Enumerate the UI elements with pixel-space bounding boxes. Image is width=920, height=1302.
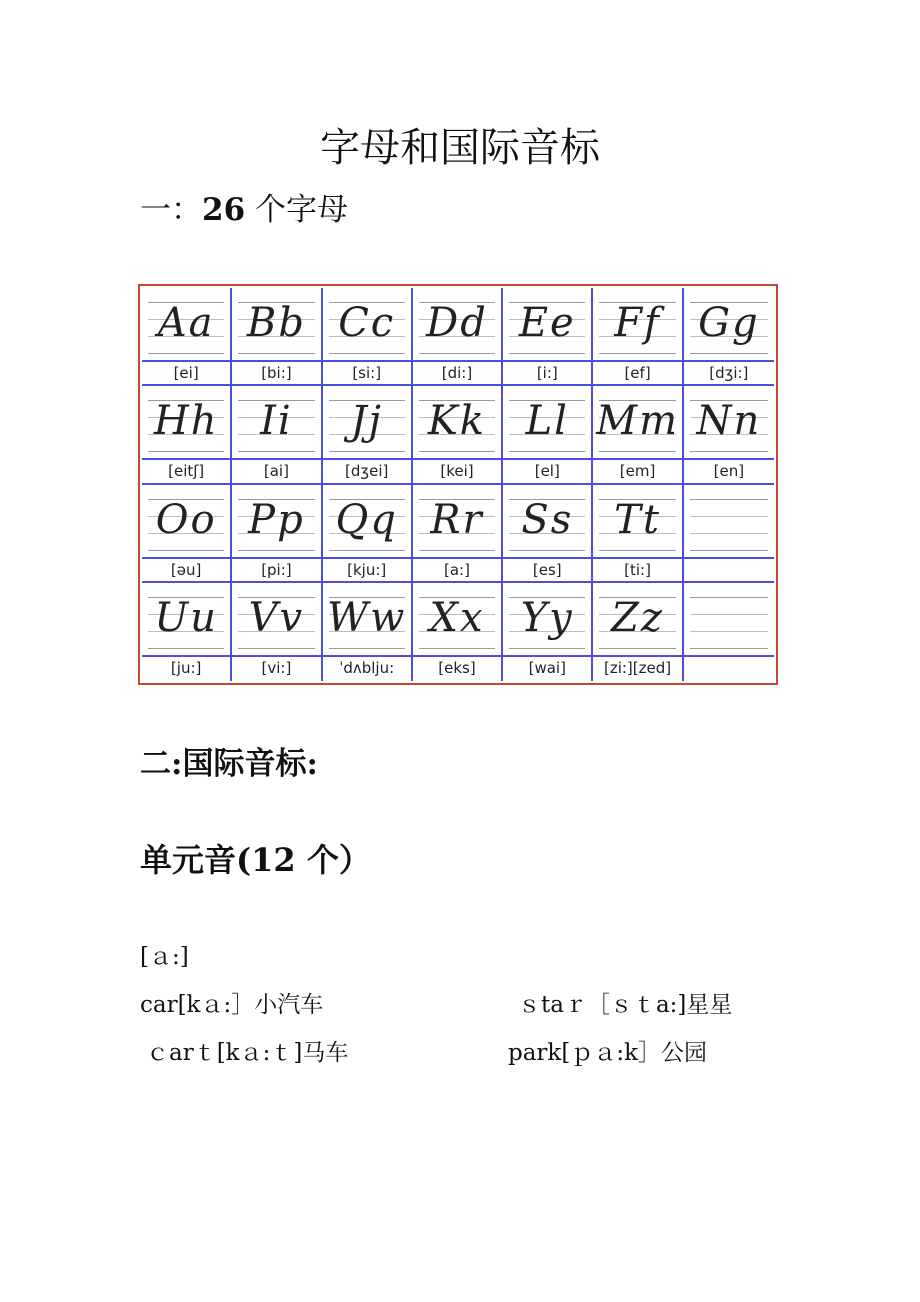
letter-pair: Nn	[696, 398, 762, 445]
letter-cell-i	[232, 386, 322, 484]
letter-pronunciation: [wai]	[528, 658, 566, 677]
letter-pair: Qq	[335, 496, 398, 543]
letter-pronunciation: [dʒei]	[345, 462, 389, 481]
letter-pronunciation: [el]	[534, 462, 560, 481]
letter-cell-b	[232, 288, 322, 386]
letter-pronunciation: [ju:]	[170, 658, 202, 677]
letter-cell-e	[503, 288, 593, 386]
letter-pronunciation: [ef]	[624, 364, 651, 382]
letter-cell-o	[142, 485, 232, 583]
letter-pair: Rr	[430, 496, 484, 543]
letter-pair: Zz	[611, 594, 664, 641]
empty-cell	[684, 583, 774, 681]
letter-pronunciation: [ti:]	[624, 560, 651, 579]
section-suffix: 个字母	[245, 192, 348, 228]
letter-pair: Ff	[614, 300, 661, 346]
letter-cell-z	[593, 583, 683, 681]
example-star: ｓtaｒ［ｓｔa:]星星	[518, 992, 733, 1018]
letter-pair: Pp	[248, 496, 305, 543]
letter-pair: Vv	[248, 594, 305, 641]
letter-cell-w	[323, 583, 413, 681]
letter-pronunciation	[684, 657, 774, 679]
letter-pronunciation: [pi:]	[261, 560, 292, 579]
letter-count: 26	[202, 192, 246, 228]
letter-cell-v	[232, 583, 322, 681]
letter-cell-r	[413, 485, 503, 583]
letter-pronunciation: [a:]	[444, 560, 470, 579]
letter-pronunciation: [eitʃ]	[168, 462, 205, 481]
letter-cell-t	[593, 485, 683, 583]
letter-cell-y	[503, 583, 593, 681]
letter-pair: Ww	[327, 594, 407, 641]
letter-cell-j	[323, 386, 413, 484]
letter-pair: Oo	[155, 496, 217, 543]
letter-cell-g	[684, 288, 774, 386]
letter-cell-f	[593, 288, 683, 386]
letter-pair: Ee	[518, 300, 576, 346]
letter-pair: Gg	[698, 300, 760, 346]
letter-cell-l	[503, 386, 593, 484]
letter-pair: Hh	[153, 398, 219, 445]
letter-pronunciation: [em]	[619, 462, 656, 481]
letter-pronunciation	[684, 559, 774, 581]
letter-pronunciation: [si:]	[352, 364, 382, 382]
letter-pair: Mm	[596, 398, 679, 445]
letter-pronunciation: [vi:]	[261, 658, 292, 677]
vowel-symbol: [ａ:]	[140, 944, 189, 970]
letter-cell-a	[142, 288, 232, 386]
letter-cell-x	[413, 583, 503, 681]
example-car: car[kａ:］小汽车	[140, 992, 324, 1018]
letter-pronunciation: [es]	[532, 560, 562, 579]
letter-pronunciation: [en]	[713, 462, 745, 481]
letter-pronunciation: [kju:]	[347, 560, 387, 579]
example-cart: ｃarｔ[kａ:ｔ]马车	[146, 1040, 349, 1066]
letter-pronunciation: [di:]	[441, 364, 473, 382]
letter-pair: Aa	[157, 300, 215, 346]
letter-cell-u	[142, 583, 232, 681]
letter-cell-m	[593, 386, 683, 484]
letter-cell-c	[323, 288, 413, 386]
page-title: 字母和国际音标	[320, 125, 600, 171]
letter-pronunciation: [bi:]	[261, 364, 292, 382]
letter-pair: Uu	[154, 594, 218, 641]
letter-pronunciation: [zi:][zed]	[603, 658, 672, 677]
empty-cell	[684, 485, 774, 583]
section-prefix: 一：	[140, 192, 202, 228]
alphabet-grid	[142, 288, 774, 681]
letter-cell-s	[503, 485, 593, 583]
letter-pronunciation: ˈdʌblju:	[339, 658, 395, 677]
letter-cell-d	[413, 288, 503, 386]
letter-pronunciation: [i:]	[536, 364, 558, 382]
letter-pair: Tt	[614, 496, 661, 543]
letter-pair: Ii	[260, 398, 293, 445]
letter-cell-q	[323, 485, 413, 583]
letter-pair: Xx	[429, 594, 485, 641]
letter-pair: Cc	[338, 300, 396, 346]
letter-pronunciation: [ai]	[263, 462, 289, 481]
letter-pair: Ll	[525, 398, 569, 445]
letter-pronunciation: [kei]	[440, 462, 474, 481]
letter-pair: Bb	[246, 300, 306, 346]
letter-pronunciation: [eks]	[438, 658, 476, 677]
letter-pair: Yy	[520, 594, 574, 641]
section-heading-ipa: 二:国际音标:	[140, 746, 318, 782]
example-park: park[ｐａ:k］公园	[508, 1040, 708, 1066]
letter-pronunciation: [əu]	[170, 560, 202, 579]
section-heading-letters	[140, 188, 348, 232]
letter-pronunciation: [dʒi:]	[709, 364, 749, 382]
letter-cell-k	[413, 386, 503, 484]
section-heading-vowels: 单元音(12 个）	[140, 841, 371, 879]
letter-pair: Kk	[427, 398, 487, 445]
letter-cell-p	[232, 485, 322, 583]
letter-pair: Ss	[521, 496, 574, 543]
letter-pair	[684, 589, 774, 647]
alphabet-chart	[138, 284, 778, 685]
letter-pair	[684, 491, 774, 549]
letter-cell-n	[684, 386, 774, 484]
letter-cell-h	[142, 386, 232, 484]
letter-pair: Jj	[350, 398, 383, 445]
letter-pronunciation: [ei]	[173, 364, 199, 382]
letter-pair: Dd	[426, 300, 488, 346]
